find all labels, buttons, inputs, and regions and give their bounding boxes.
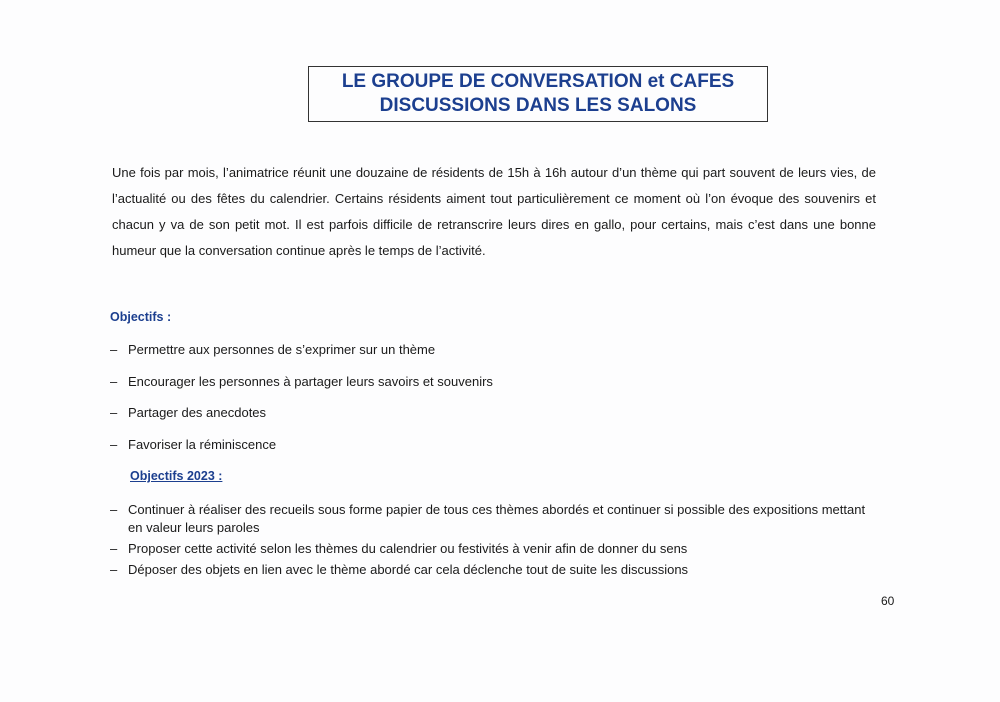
list-item <box>110 540 870 558</box>
list-item-text: Permettre aux personnes de s’exprimer sur un thème <box>128 342 436 357</box>
objectives-2023-heading: Objectifs 2023 : <box>130 469 223 483</box>
dash-bullet: – <box>110 342 118 357</box>
objectives-2023-list <box>110 501 870 582</box>
list-item-text: Proposer cette activité selon les thèmes du calendrier ou festivités à venir afin de donner du sens <box>128 541 688 556</box>
dash-bullet: – <box>110 405 118 420</box>
dash-bullet: – <box>110 541 118 556</box>
list-item <box>110 501 870 537</box>
title-box <box>308 66 768 122</box>
list-item-text: Favoriser la réminiscence <box>128 436 277 452</box>
page-number: 60 <box>881 594 895 608</box>
list-item <box>110 341 493 373</box>
list-item <box>110 561 870 579</box>
title-line-2: DISCUSSIONS DANS LES SALONS <box>379 95 697 116</box>
list-item-text: Déposer des objets en lien avec le thème abordé car cela déclenche tout de suite les discussions <box>128 562 689 577</box>
title-line-1: LE GROUPE DE CONVERSATION et CAFES <box>341 71 735 92</box>
dash-bullet: – <box>110 373 118 389</box>
objectives-list <box>110 341 493 467</box>
list-item <box>110 404 493 436</box>
list-item-text: Partager des anecdotes <box>128 405 267 420</box>
intro-paragraph: Une fois par mois, l’animatrice réunit une douzaine de résidents de 15h à 16h autour d’un thème qui part souvent de leurs vies, de l’actualité ou des fêtes du calendrier. Certains résidents aiment tout particulièrement ce moment où l’on évoque des souvenirs et chacun y va de son petit mot. Il est parfois difficile de retranscrire leurs dires en gallo, pour certains, mais c’est dans une bonne humeur que la conversation continue après le temps de l’activité. <box>112 165 876 258</box>
dash-bullet: – <box>110 502 118 517</box>
list-item-text: Encourager les personnes à partager leurs savoirs et souvenirs <box>128 373 493 389</box>
list-item-text: Continuer à réaliser des recueils sous forme papier de tous ces thèmes abordés et continuer si possible des expositions mettant en valeur leurs paroles <box>128 502 866 535</box>
list-item <box>110 436 493 468</box>
dash-bullet: – <box>110 436 118 452</box>
objectives-heading: Objectifs : <box>110 310 172 324</box>
list-item <box>110 373 493 405</box>
dash-bullet: – <box>110 562 118 577</box>
